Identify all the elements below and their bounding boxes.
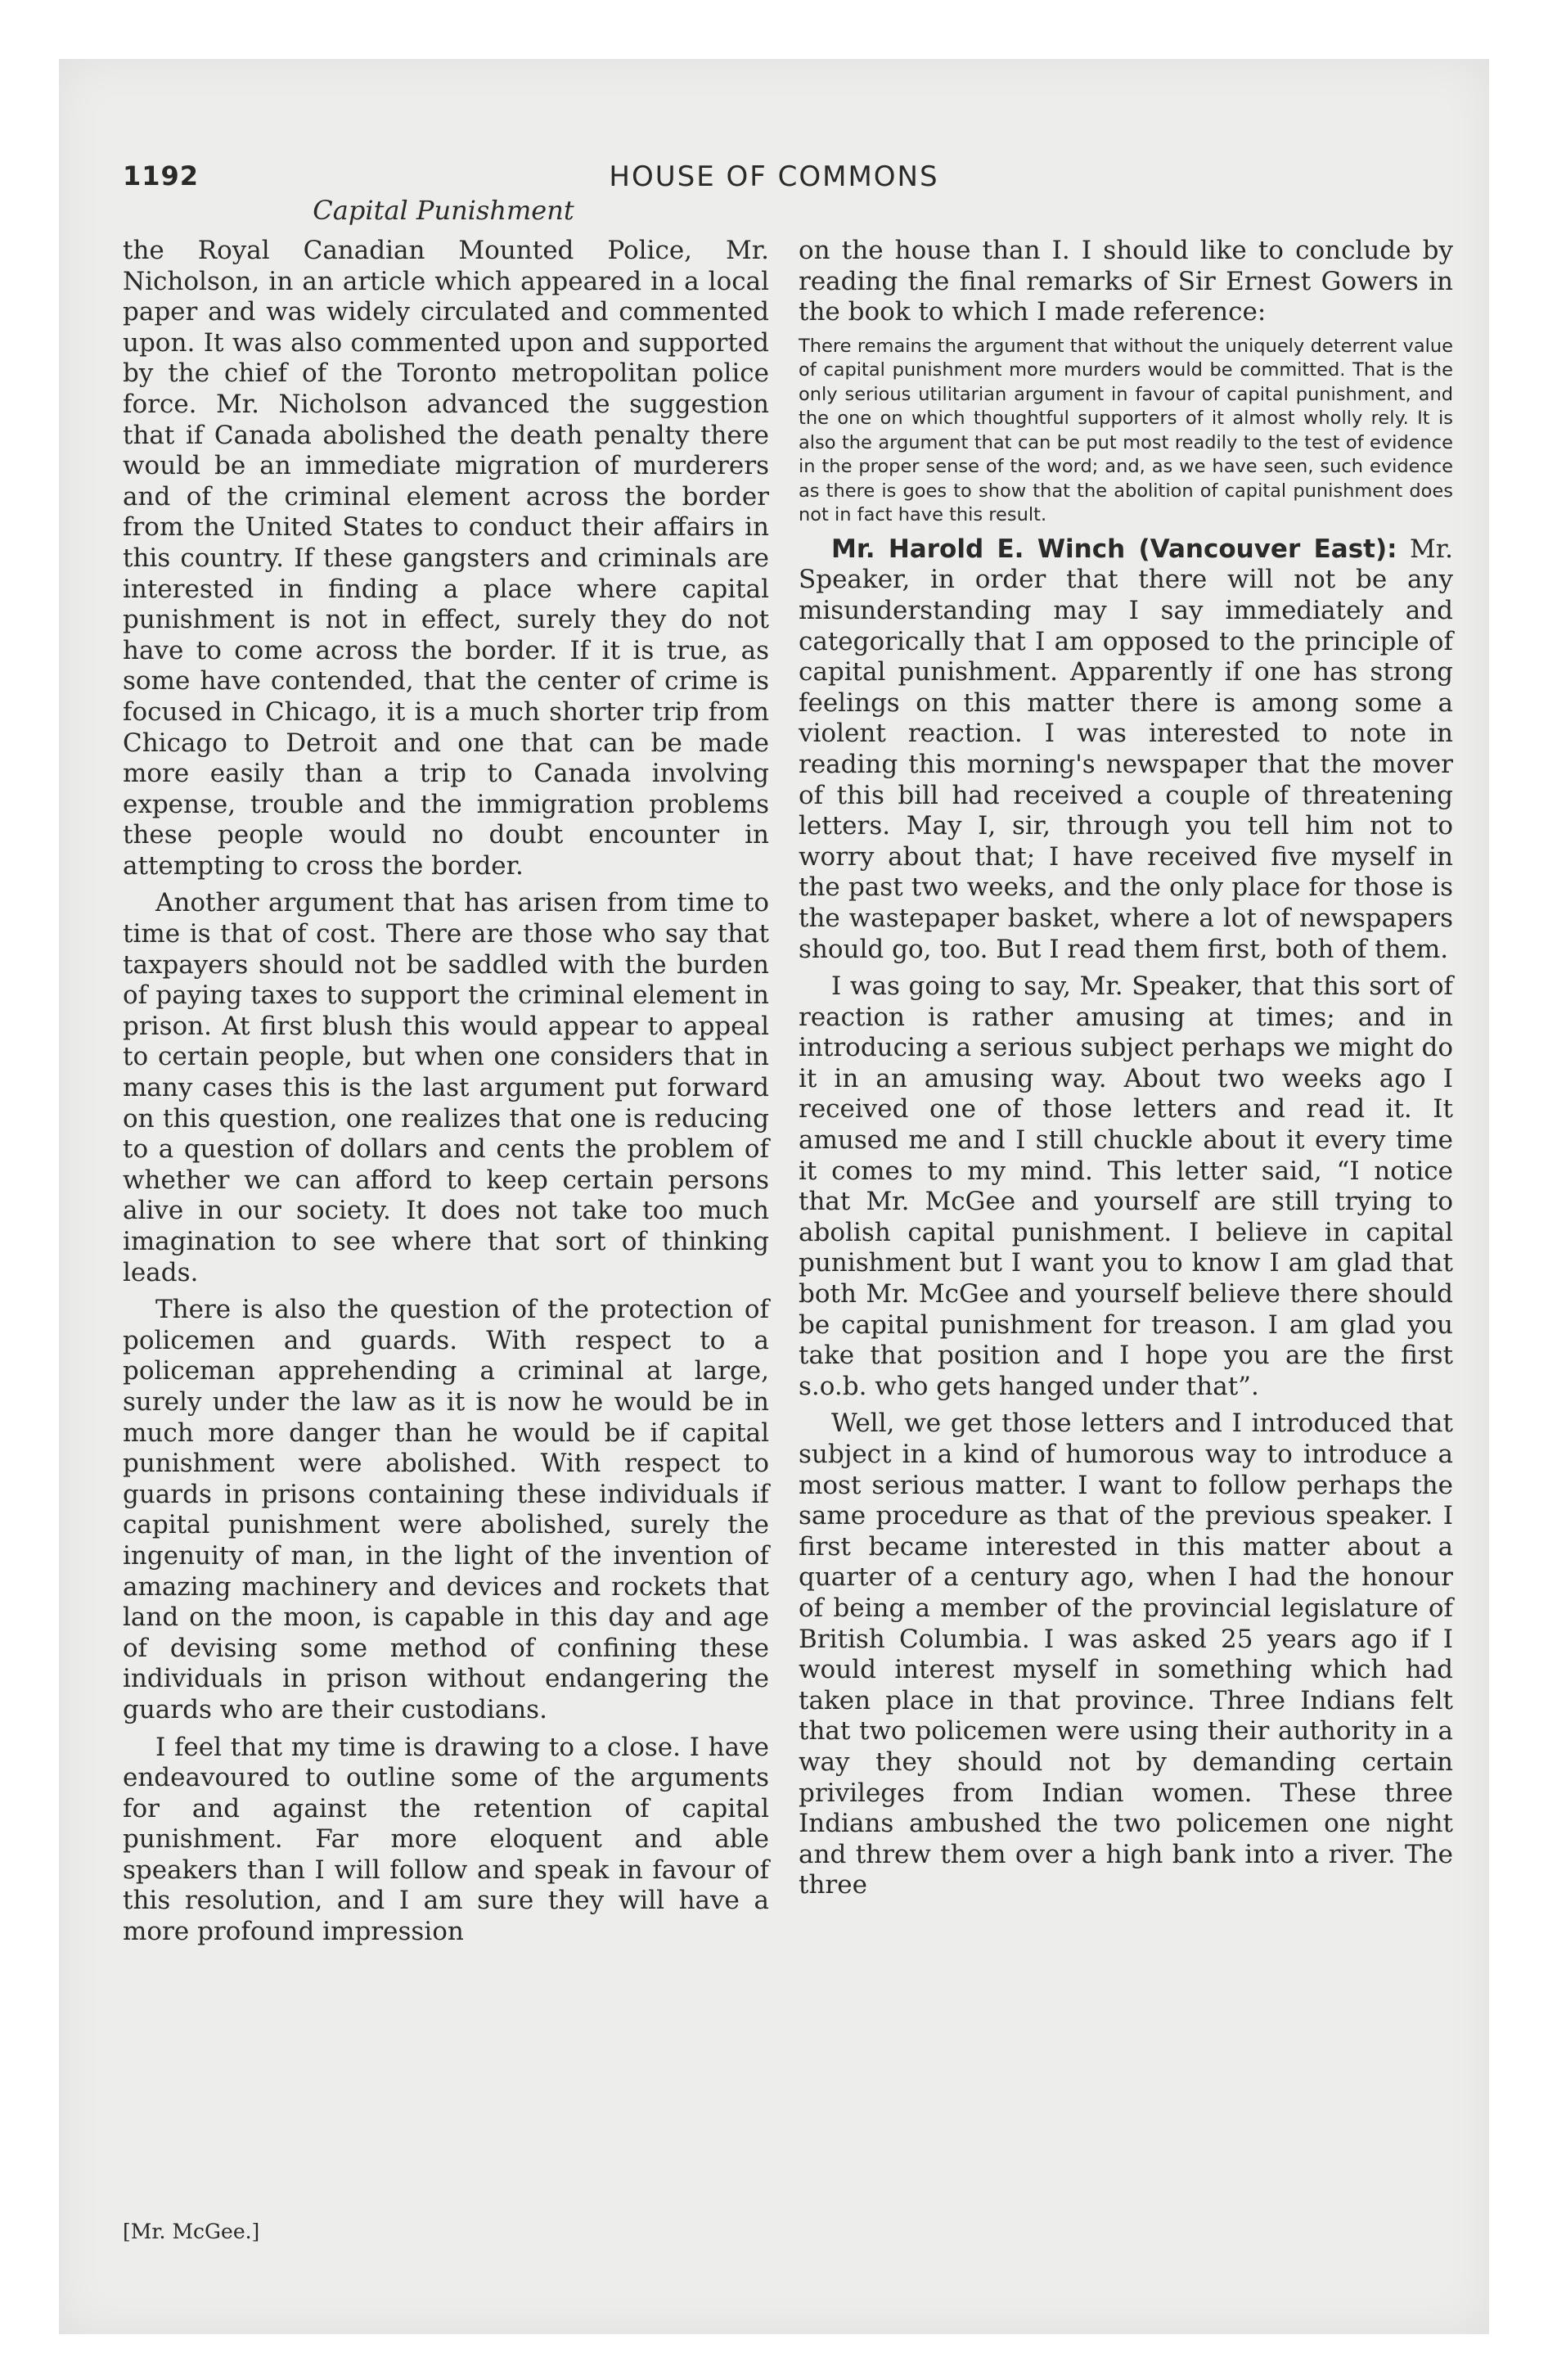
paragraph: the Royal Canadian Mounted Police, Mr. Nicholson, in an article which appeared in a local paper and was widely circulated and commented upon. It was also commented upon and supported by the chief of the Toronto metropolitan police force. Mr. Nicholson advanced the suggestion that if Canada abolished the death penalty there would be an immediate migration of murderers and of the criminal element across the border from the United States to conduct their affairs in this country. If these gangsters and criminals are interested in finding a place where capital punishment is not in effect, surely they do not have to come across the border. If it is true, as some have contended, that the center of crime is focused in Chicago, it is a much shorter trip from Chicago to Detroit and one that can be made more easily than a trip to Canada involving expense, trouble and the immigration problems these people would no doubt encounter in attempting to cross the border. xyxy=(123,236,769,881)
paragraph: Well, we get those letters and I introduced that subject in a kind of humorous way to introduce a most serious matter. I want to follow perhaps the same procedure as that of the previous speaker. I first became interested in this matter about a quarter of a century ago, when I had the honour of being a member of the provincial legislature of British Columbia. I was asked 25 years ago if I would interest myself in something which had taken place in that province. Three Indians felt that two policemen were using their authority in a way they should not by demanding certain privileges from Indian women. These three Indians ambushed the two policemen one night and threw them over a high bank into a river. The three xyxy=(799,1409,1453,1900)
running-head: HOUSE OF COMMONS xyxy=(609,160,939,193)
paragraph: I feel that my time is drawing to a close. I have endeavoured to outline some of the arguments for and against the retention of capital punishment. Far more eloquent and able speakers than I will follow and speak in favour of this resolution, and I am sure they will have a more profound impression xyxy=(123,1732,769,1947)
page-number: 1192 xyxy=(123,160,200,192)
section-heading: Capital Punishment xyxy=(313,195,574,226)
speech-paragraph xyxy=(799,534,1453,965)
right-column xyxy=(799,236,1453,1908)
paragraph: Another argument that has arisen from time to time is that of cost. There are those who say that taxpayers should not be saddled with the burden of paying taxes to support the criminal element in prison. At first blush this would appear to appeal to certain people, but when one considers that in many cases this is the last argument put forward on this question, one realizes that one is reducing to a question of dollars and cents the problem of whether we can afford to keep certain persons alive in our society. It does not take too much imagination to see where that sort of thinking leads. xyxy=(123,888,769,1287)
speaker-name: Mr. Harold E. Winch (Vancouver East): xyxy=(831,534,1397,564)
paragraph: on the house than I. I should like to conclude by reading the final remarks of Sir Ernest Gowers in the book to which I made reference: xyxy=(799,236,1453,327)
left-column xyxy=(123,236,769,1954)
speech-text: Mr. Speaker, in order that there will not be any misunderstanding may I say immediately and categorically that I am opposed to the principle of capital punishment. Apparently if one has strong feelings on this matter there is among some a violent reaction. I was interested to note in reading this morning's newspaper that the mover of this bill had received a couple of threatening letters. May I, sir, through you tell him not to worry about that; I have received five myself in the past two weeks, and the only place for those is the wastepaper basket, where a lot of newspapers should go, too. But I read them first, both of them. xyxy=(799,534,1453,964)
paragraph: There is also the question of the protection of policemen and guards. With respect to a policeman apprehending a criminal at large, surely under the law as it is now he would be in much more danger than he would be if capital punishment were abolished. With respect to guards in prisons containing these individuals if capital punishment were abolished, surely the ingenuity of man, in the light of the invention of amazing machinery and devices and rockets that land on the moon, is capable in this day and age of devising some method of confining these individuals in prison without endangering the guards who are their custodians. xyxy=(123,1295,769,1724)
paragraph: I was going to say, Mr. Speaker, that this sort of reaction is rather amusing at times; and in introducing a serious subject perhaps we might do it in an amusing way. About two weeks ago I received one of those letters and read it. It amused me and I still chuckle about it every time it comes to my mind. This letter said, “I notice that Mr. McGee and yourself are still trying to abolish capital punishment. I believe in capital punishment but I want you to know I am glad that both Mr. McGee and yourself believe there should be capital punishment for treason. I am glad you take that position and I hope you are the first s.o.b. who gets hanged under that”. xyxy=(799,971,1453,1401)
block-quote: There remains the argument that without the uniquely deterrent value of capital punishment more murders would be committed. That is the only serious utilitarian argument in favour of capital punishment, and the one on which thoughtful supporters of it almost wholly rely. It is also the argument that can be put most readily to the test of evidence in the proper sense of the word; and, as we have seen, such evidence as there is goes to show that the abolition of capital punishment does not in fact have this result. xyxy=(799,335,1453,526)
footer-attribution: [Mr. McGee.] xyxy=(123,2220,260,2243)
